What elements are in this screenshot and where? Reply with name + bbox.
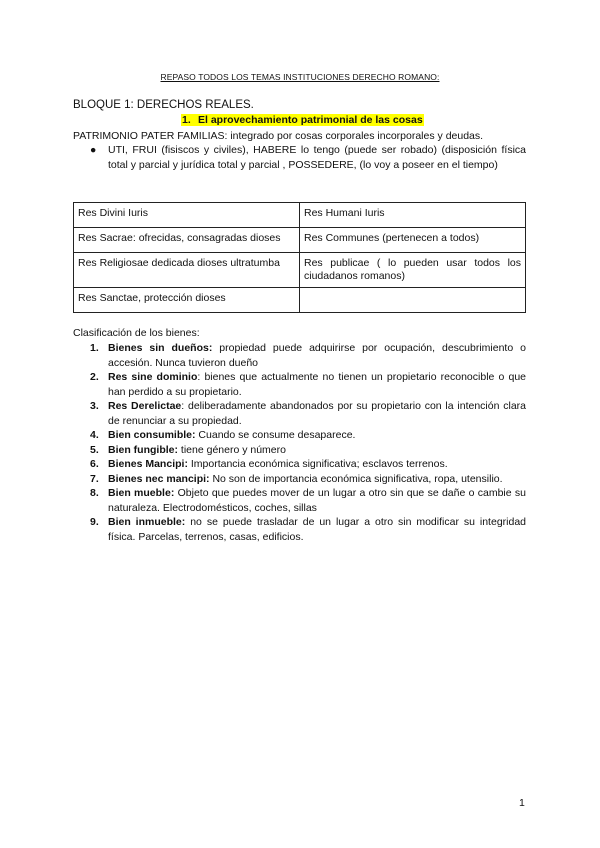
bienes-list (90, 341, 526, 544)
item-number: 6. (90, 458, 99, 470)
item-text: : bienes que actualmente no tienen un propietario reconocible o que han perdido a su propietario. (108, 371, 527, 398)
item-term: Bien fungible: (108, 443, 178, 456)
list-item (90, 486, 526, 515)
item-number: 3. (90, 400, 99, 412)
list-item (90, 457, 526, 472)
item-number: 2. (90, 371, 99, 383)
list-item (90, 428, 526, 443)
document-title: REPASO TODOS LOS TEMAS INSTITUCIONES DERECHO ROMANO: (160, 72, 440, 82)
table-row (74, 203, 526, 228)
table-cell: Res Communes (pertenecen a todos) (300, 228, 526, 253)
list-item (90, 399, 526, 428)
table-cell: Res publicae ( lo pueden usar todos los ciudadanos romanos) (300, 253, 526, 288)
table-cell: Res Divini Iuris (74, 203, 300, 228)
item-term: Res Derelictae (108, 400, 182, 412)
item-term: Bien consumible: (108, 429, 196, 441)
item-text: : deliberadamente abandonados por su propietario con la intención clara de renunciar a su propiedad. (108, 400, 526, 427)
item-text: Cuando se consume desaparece. (195, 429, 356, 441)
item-term: Bien mueble: (108, 487, 175, 499)
item-number: 1. (90, 342, 99, 354)
table-row (74, 228, 526, 253)
patrimonio-line: PATRIMONIO PATER FAMILIAS: integrado por cosas corporales incorporales y deudas. (73, 130, 484, 142)
item-term: Res sine dominio (108, 371, 198, 383)
item-term: Bien inmueble: (108, 516, 186, 528)
item-number: 5. (90, 443, 99, 456)
item-number: 7. (90, 472, 99, 485)
list-item (90, 370, 526, 399)
bullet-item (90, 143, 526, 173)
item-term: Bienes nec mancipi: (108, 472, 210, 485)
list-item (90, 515, 526, 544)
bullet-marker: ● (90, 144, 97, 156)
item-text: propiedad puede adquirirse por ocupación, descubrimiento o accesión. Nunca tuvieron dueño (108, 342, 526, 369)
page-number: 1 (519, 797, 525, 809)
table-cell: Res Sacrae: ofrecidas, consagradas dioses (74, 228, 300, 253)
list-item (90, 443, 526, 458)
section-title: El aprovechamiento patrimonial de las cosas (198, 114, 423, 126)
item-text: no se puede trasladar de un lugar a otro sin modificar su integridad física. Parcelas, terrenos, casas, edificios. (108, 516, 527, 543)
section-heading (181, 114, 424, 126)
item-text: tiene género y número (178, 443, 286, 456)
bullet-text: UTI, FRUI (fisiscos y civiles), HABERE lo tengo (puede ser robado) (disposición física total y parcial y jurídica total y parcial , POSSEDERE, (lo voy a poseer en el tiempo) (108, 144, 526, 171)
table-cell: Res Sanctae, protección dioses (74, 288, 300, 313)
item-text: Importancia económica significativa; esclavos terrenos. (187, 458, 448, 470)
item-number: 9. (90, 516, 99, 528)
list-item (90, 472, 526, 487)
section-number: 1. (182, 114, 191, 126)
table-row (74, 288, 526, 313)
list-item (90, 341, 526, 370)
table-cell: Res Religiosae dedicada dioses ultratumba (74, 253, 300, 288)
item-number: 8. (90, 487, 99, 499)
block-heading: BLOQUE 1: DERECHOS REALES. (73, 99, 254, 111)
res-table (73, 202, 526, 313)
item-term: Bienes Mancipi: (108, 458, 188, 470)
clasificacion-heading: Clasificación de los bienes: (73, 327, 200, 339)
item-text: No son de importancia económica significativa, ropa, utensilio. (209, 472, 503, 485)
bullet-list (90, 143, 526, 173)
item-term: Bienes sin dueños: (108, 342, 213, 354)
item-text: Objeto que puedes mover de un lugar a otro sin que se dañe o cambie su naturaleza. Electrodomésticos, coches, sillas (108, 487, 526, 514)
table-row (74, 253, 526, 288)
item-number: 4. (90, 429, 99, 441)
table-cell (300, 288, 526, 313)
table-cell: Res Humani Iuris (300, 203, 526, 228)
